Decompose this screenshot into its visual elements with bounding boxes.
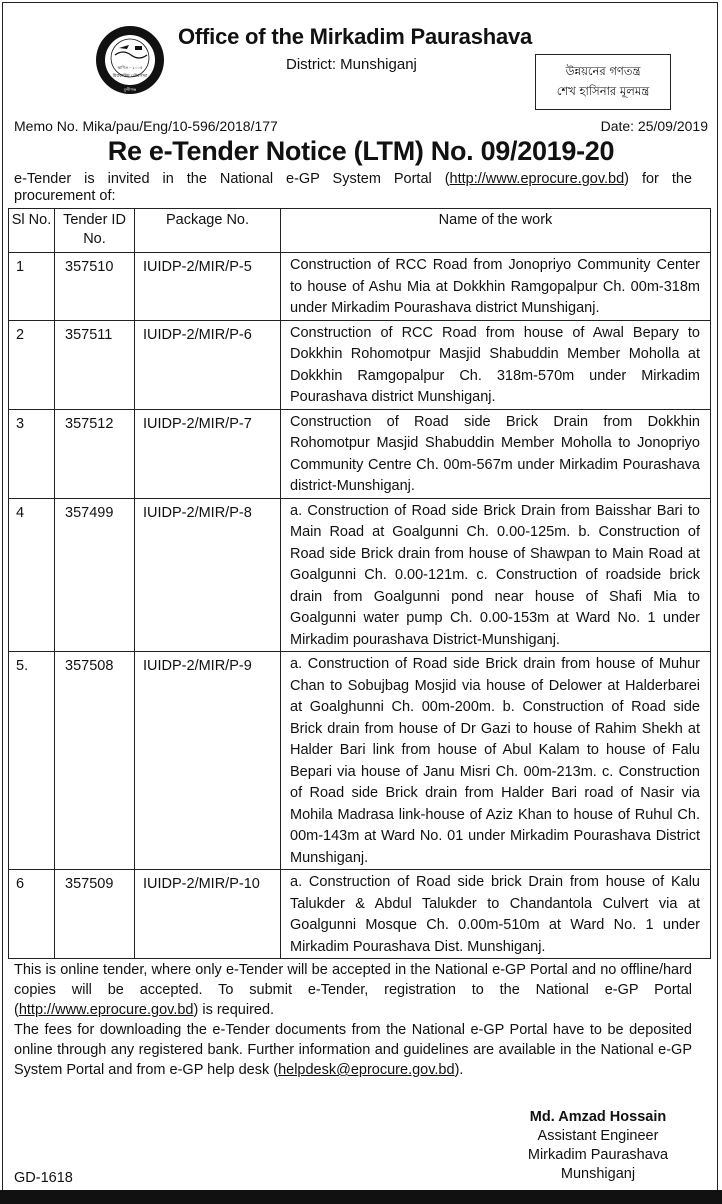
header-work: Name of the work: [281, 209, 711, 253]
table-row: [9, 253, 711, 321]
table-row: [9, 652, 711, 870]
header-package: Package No.: [135, 209, 281, 253]
row-sl: 2: [9, 320, 55, 409]
row-work: Construction of Road side Brick Drain from Dokkhin Rohomotpur Masjid Shabuddin Member Moholla to Jonopriyo Community Centre Ch. 00m-567m under Mirkadim Pourashava district-Munshiganj.: [281, 409, 711, 498]
row-package: IUIDP-2/MIR/P-9: [135, 652, 281, 870]
signature-block: [513, 1108, 683, 1184]
signatory-org: Mirkadim Paurashava: [527, 1147, 669, 1163]
footer-paragraph-online: This is online tender, where only e-Tender will be accepted in the National e-GP Portal and no offline/hard copies will be accepted. To submit e-Tender, registration to the National e-GP Portal (http://www.eprocure.gov.bd) is required.: [14, 962, 692, 1018]
intro-line-1: e-Tender is invited in the National e-GP System Portal (http://www.eprocure.gov.bd) for the: [14, 171, 692, 187]
row-package: IUIDP-2/MIR/P-7: [135, 409, 281, 498]
table-row: [9, 409, 711, 498]
row-work: Construction of RCC Road from Jonopriyo Community Center to house of Ashu Mia at Dokkhin Ramgopalpur Ch. 00m-318m under Mirkadim Pourashava district Munshiganj.: [281, 253, 711, 321]
table-row: [9, 498, 711, 652]
signatory-designation: Assistant Engineer: [537, 1128, 659, 1144]
eprocure-link[interactable]: http://www.eprocure.gov.bd: [449, 171, 625, 187]
office-title: Office of the Mirkadim Paurashava: [178, 24, 533, 49]
row-package: IUIDP-2/MIR/P-10: [135, 870, 281, 959]
row-sl: 1: [9, 253, 55, 321]
signatory-name: Md. Amzad Hossain: [529, 1109, 667, 1125]
row-tender-id: 357509: [55, 870, 135, 959]
footer-notes: [14, 960, 692, 1080]
slogan-line-2: শেখ হাসিনার মূলমন্ত্র: [556, 84, 650, 98]
footer-eprocure-link[interactable]: http://www.eprocure.gov.bd: [18, 1002, 194, 1018]
row-package: IUIDP-2/MIR/P-5: [135, 253, 281, 321]
table-header-row: [9, 209, 711, 253]
signatory-place: Munshiganj: [560, 1166, 636, 1182]
row-tender-id: 357499: [55, 498, 135, 652]
header-sl: Sl No.: [9, 209, 55, 253]
svg-text:মুন্সীগঞ্জ: মুন্সীগঞ্জ: [123, 87, 137, 92]
notice-title: Re e-Tender Notice (LTM) No. 09/2019-20: [107, 136, 615, 166]
notice-date: Date: 25/09/2019: [600, 118, 708, 134]
row-tender-id: 357508: [55, 652, 135, 870]
row-work: a. Construction of Road side Brick drain from house of Muhur Chan to Sobujbag Mosjid via house of Delower at Halderbarei at Goalghunni Ch. 00m-200m. b. Construction of Road side Brick drain from house of Dr Gazi to house of Rahim Shekh at Halder Bari link from house of Abul Kalam to house of Falu Bepari via house of Janu Misri Ch. 00m-213m. c. Construction of Road side Brick drain from Halder Bari road of Nasir via Mohila Madrasa link-house of Aziz Khan to house of Ruhul Ch. 00m-143m at Ward No. 01 under Mirkadim Pourashava District Munshiganj.: [281, 652, 711, 870]
svg-text:স্থাপিত - ২০০৫: স্থাপিত - ২০০৫: [117, 65, 143, 70]
row-tender-id: 357511: [55, 320, 135, 409]
intro-paragraph: [14, 171, 692, 205]
memo-number: Memo No. Mika/pau/Eng/10-596/2018/177: [14, 118, 278, 134]
paurashava-seal-logo: [95, 25, 165, 95]
header-tender-id: Tender ID No.: [55, 209, 135, 253]
slogan-box: [535, 54, 671, 110]
slogan-line-1: উন্নয়নের গণতন্ত্র: [565, 64, 641, 78]
row-tender-id: 357510: [55, 253, 135, 321]
table-row: [9, 870, 711, 959]
row-work: a. Construction of Road side Brick Drain from Baisshar Bari to Main Road at Goalgunni Ch. 0.00-125m. b. Construction of Road side Brick drain from house of Shawpan to Main Road at Goalgunni Ch. 0.00-121m. c. Construction of roadside brick drain from Goalgunni pond near house of Shafi Mia to Goalgunni water pump Ch. 0.00-153m at Ward No. 1 under Mirkadim pourashava District-Munshiganj.: [281, 498, 711, 652]
row-sl: 5.: [9, 652, 55, 870]
row-package: IUIDP-2/MIR/P-6: [135, 320, 281, 409]
intro-line-2: procurement of:: [14, 188, 116, 204]
gd-number: GD-1618: [14, 1170, 73, 1186]
helpdesk-email-link[interactable]: helpdesk@eprocure.gov.bd: [278, 1062, 455, 1078]
row-work: Construction of RCC Road from house of Awal Bepary to Dokkhin Rohomotpur Masjid Shabuddin Member Moholla at Dokkhin Ramgopalpur Ch. 318m-570m under Mirkadim Pourashava district Munshiganj.: [281, 320, 711, 409]
footer-paragraph-fees: The fees for downloading the e-Tender documents from the National e-GP Portal have to be deposited online through any registered bank. Further information and guidelines are available in the National e-GP System Portal and from e-GP help desk (helpdesk@eprocure.gov.bd).: [14, 1022, 692, 1078]
row-tender-id: 357512: [55, 409, 135, 498]
tender-table: [8, 208, 711, 959]
row-sl: 3: [9, 409, 55, 498]
row-work: a. Construction of Road side brick Drain from house of Kalu Talukder & Abdul Talukder to Chandantola Culvert via at Goalgunni Mosque Ch. 0.00m-510m at Ward No. 1 under Mirkadim Pourashava Dist. Munshiganj.: [281, 870, 711, 959]
row-sl: 4: [9, 498, 55, 652]
table-row: [9, 320, 711, 409]
row-package: IUIDP-2/MIR/P-8: [135, 498, 281, 652]
svg-text:মিরকাদিম পৌরসভা: মিরকাদিম পৌরসভা: [112, 74, 148, 79]
district-label: District: Munshiganj: [286, 56, 417, 73]
bottom-edge-bar: [0, 1190, 722, 1204]
row-sl: 6: [9, 870, 55, 959]
